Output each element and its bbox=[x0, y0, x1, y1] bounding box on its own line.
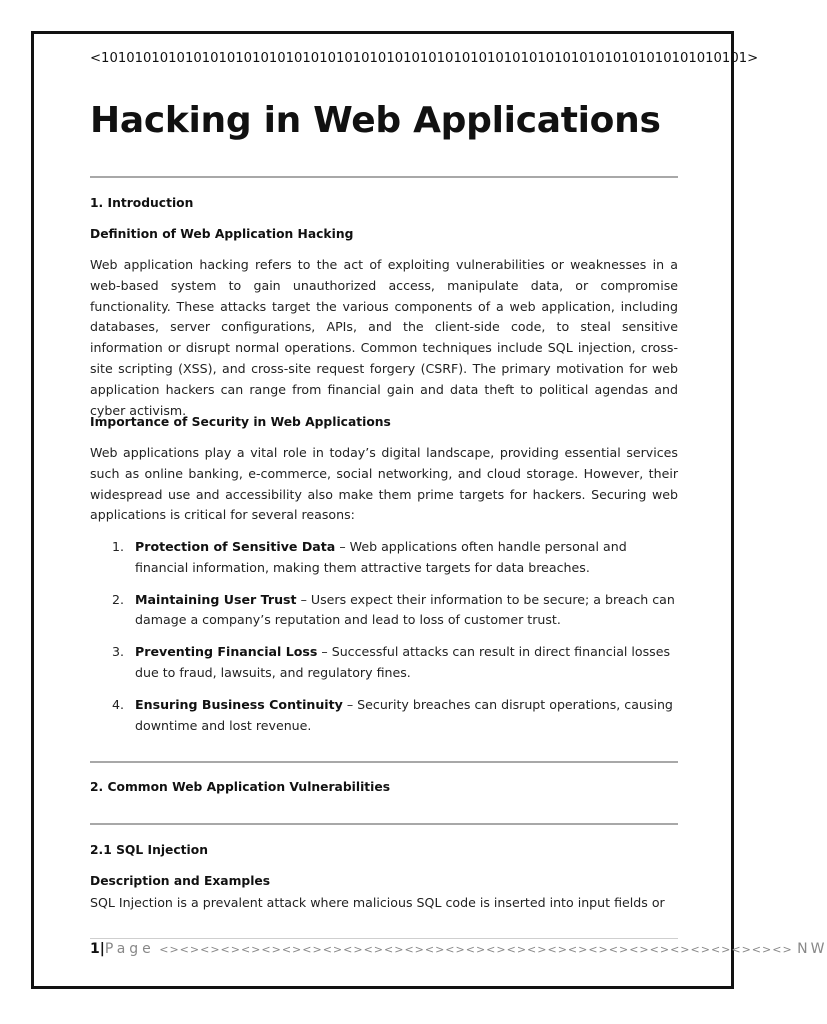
subsection-heading-sql-injection: 2.1 SQL Injection bbox=[90, 843, 208, 857]
page-number: 1 bbox=[90, 941, 100, 957]
list-item bbox=[90, 695, 678, 737]
subheading-importance: Importance of Security in Web Applications bbox=[90, 415, 391, 429]
divider-sql-injection bbox=[90, 823, 678, 825]
paragraph-importance: Web applications play a vital role in today’s digital landscape, providing essential services such as online banking, e-commerce, social networking, and cloud storage. However, their widespread use and accessibility also make them prime targets for hackers. Securing web applications is critical for several reasons: bbox=[90, 445, 678, 523]
list-item-text: – Successful attacks can result in direct financial losses due to fraud, lawsuits, and regulatory fines. bbox=[135, 644, 671, 680]
page-footer bbox=[90, 938, 827, 957]
page-title: Hacking in Web Applications bbox=[90, 100, 661, 141]
footer-initials: NW bbox=[797, 941, 827, 957]
section-heading-vulnerabilities: 2. Common Web Application Vulnerabilities bbox=[90, 780, 391, 794]
subheading-description: Description and Examples bbox=[90, 874, 271, 888]
reasons-list bbox=[90, 537, 678, 747]
list-item-number: 2. bbox=[112, 591, 125, 607]
list-item bbox=[90, 590, 678, 632]
paragraph-sql-injection: SQL Injection is a prevalent attack where malicious SQL code is inserted into input fields or bbox=[90, 895, 665, 910]
list-item-text: – Web applications often handle personal and financial information, making them attractive targets for data breaches. bbox=[135, 539, 627, 575]
list-item bbox=[90, 642, 678, 684]
subheading-definition: Definition of Web Application Hacking bbox=[90, 227, 354, 241]
list-item-title: Ensuring Business Continuity bbox=[135, 696, 343, 712]
list-item bbox=[90, 537, 678, 579]
list-item-number: 4. bbox=[112, 696, 125, 712]
binary-header: <10101010101010101010101010101010101010101010101010101010101010101010101010101> bbox=[90, 51, 759, 66]
paragraph-definition: Web application hacking refers to the act of exploiting vulnerabilities or weaknesses in a web-based system to gain unauthorized access, manipulate data, or compromise functionality. These attacks target the various components of a web application, including databases, server configurations, APIs, and the client-side code, to steal sensitive information or disrupt normal operations. Common techniques include SQL injection, cross-site scripting (XSS), and cross-site request forgery (CSRF). The primary motivation for web application hackers can range from financial gain and data theft to political agendas and cyber activism. bbox=[90, 257, 678, 418]
page-separator: | bbox=[99, 941, 105, 957]
list-item-text: – Users expect their information to be secure; a breach can damage a company’s reputation and lead to loss of customer trust. bbox=[135, 591, 675, 628]
list-item-title: Preventing Financial Loss bbox=[135, 644, 318, 660]
divider-section-2 bbox=[90, 761, 678, 763]
footer-pattern: <><><><><><><><><><><><><><><><><><><><><><><><><><><><><><><> bbox=[159, 943, 793, 956]
section-heading-introduction: 1. Introduction bbox=[90, 196, 194, 210]
list-item-number: 1. bbox=[112, 539, 125, 554]
page-label: Page bbox=[104, 941, 155, 957]
list-item-title: Protection of Sensitive Data bbox=[135, 539, 336, 554]
document-content bbox=[90, 48, 759, 910]
divider-title bbox=[90, 176, 678, 178]
list-item-title: Maintaining User Trust bbox=[135, 591, 297, 607]
list-item-text: – Security breaches can disrupt operations, causing downtime and lost revenue. bbox=[135, 696, 673, 733]
list-item-number: 3. bbox=[112, 644, 125, 660]
